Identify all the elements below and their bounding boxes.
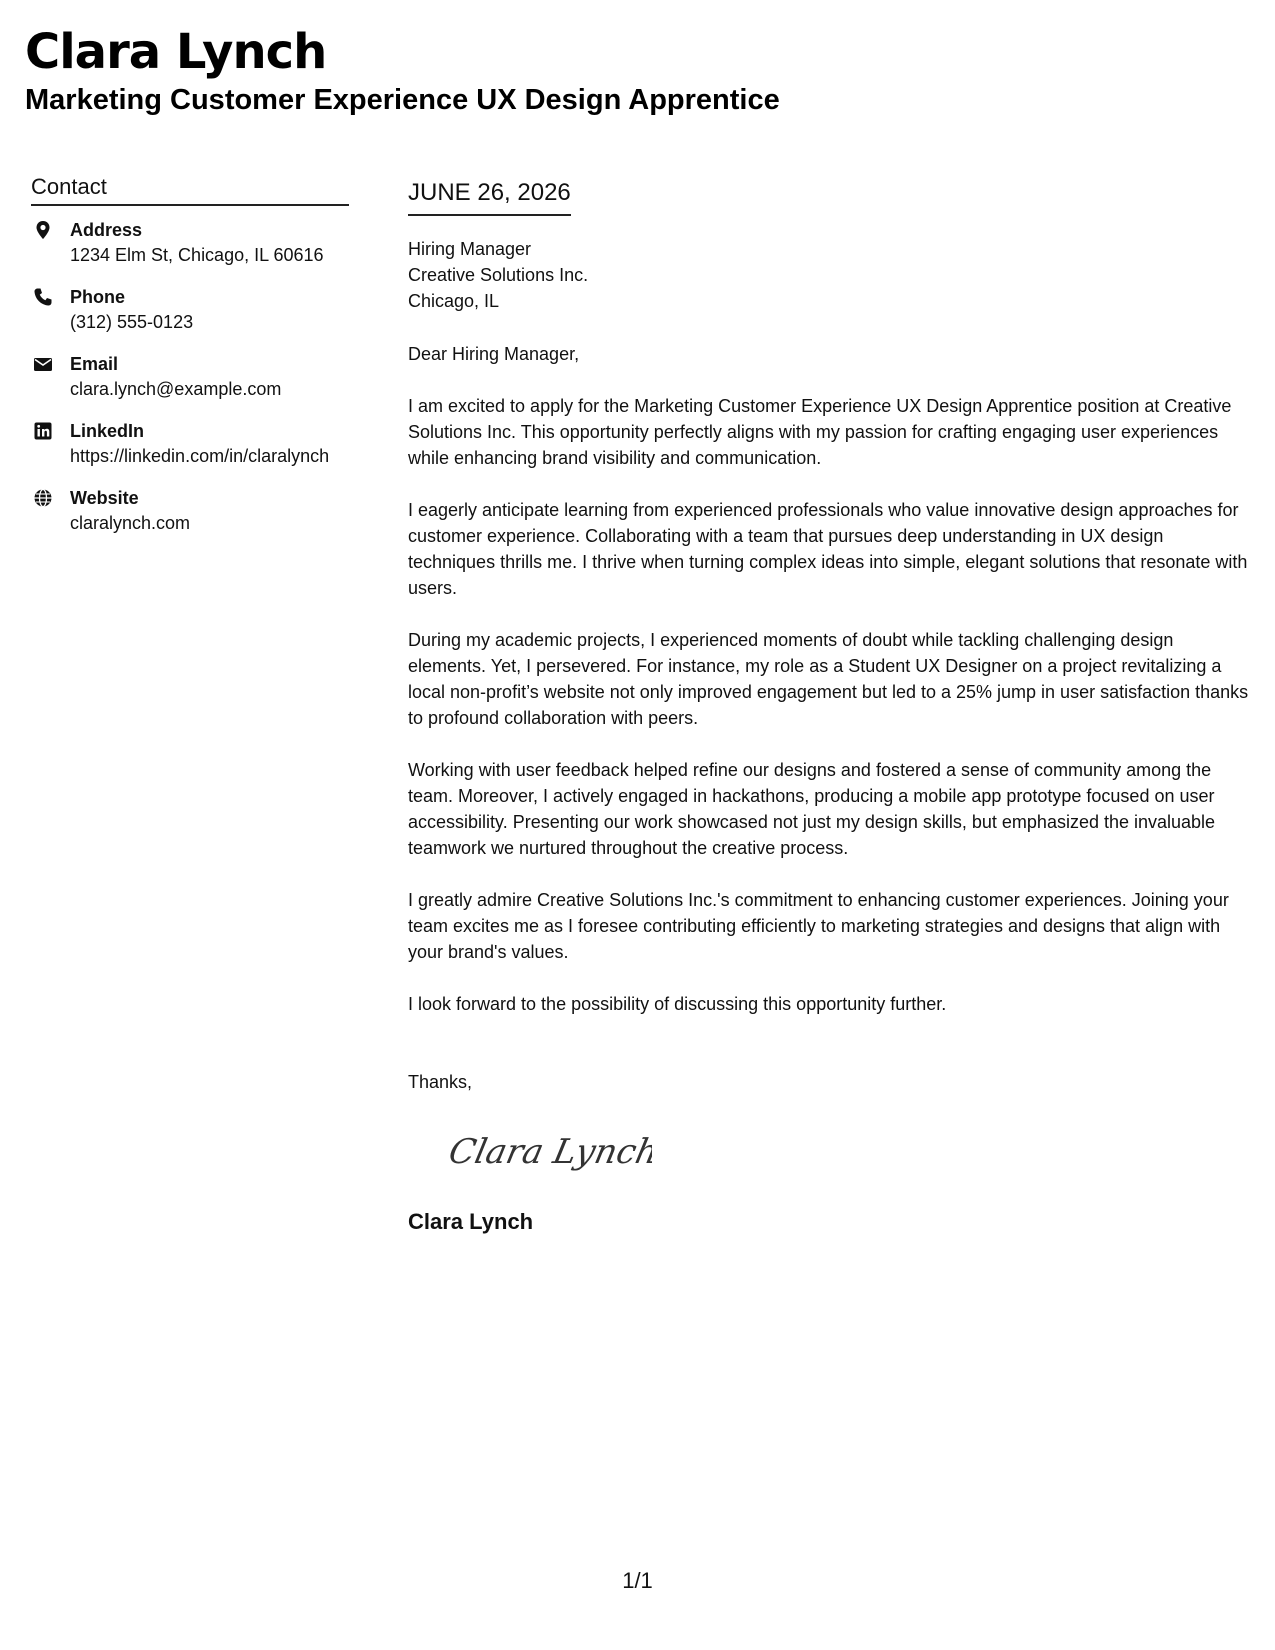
recipient-title: Hiring Manager	[408, 239, 532, 259]
contact-heading: Contact	[31, 173, 349, 206]
contact-sidebar	[31, 173, 349, 553]
contact-item-address	[31, 218, 349, 268]
page-number: 1/1	[622, 1568, 653, 1593]
linkedin-label: LinkedIn	[70, 421, 145, 441]
phone-value: (312) 555-0123	[70, 312, 194, 332]
phone-icon	[33, 287, 53, 307]
salutation: Dear Hiring Manager,	[408, 344, 580, 364]
website-value[interactable]: claralynch.com	[70, 513, 191, 533]
contact-item-phone	[31, 285, 349, 335]
signer-name: Clara Lynch	[408, 1209, 534, 1234]
closing: Thanks,	[408, 1072, 473, 1092]
address-label: Address	[70, 220, 143, 240]
letter-content	[408, 341, 1250, 1095]
website-label: Website	[70, 488, 139, 508]
recipient-location: Chicago, IL	[408, 291, 500, 311]
letter-body	[408, 178, 1250, 1236]
signature-text: Clara Lynch	[445, 1132, 652, 1172]
linkedin-icon	[33, 421, 53, 441]
contact-item-email	[31, 352, 349, 402]
email-value: clara.lynch@example.com	[70, 379, 282, 399]
contact-item-website	[31, 486, 349, 536]
phone-label: Phone	[70, 287, 126, 307]
email-label: Email	[70, 354, 119, 374]
letter-paragraph: I look forward to the possibility of discussing this opportunity further.	[408, 994, 947, 1014]
contact-item-linkedin	[31, 419, 349, 469]
letter-paragraph: I am excited to apply for the Marketing Customer Experience UX Design Apprentice position at Creative Solutions Inc. This opportunity perfectly aligns with my passion for crafting engaging user experiences while enhancing brand visibility and communication.	[408, 396, 1232, 468]
job-title: Marketing Customer Experience UX Design Apprentice	[25, 84, 780, 116]
letter-date: JUNE 26, 2026	[408, 178, 571, 216]
handwritten-signature	[442, 1121, 652, 1179]
recipient-block	[408, 236, 1250, 314]
recipient-company: Creative Solutions Inc.	[408, 265, 589, 285]
address-value: 1234 Elm St, Chicago, IL 60616	[70, 245, 324, 265]
letter-paragraph: Working with user feedback helped refine our designs and fostered a sense of community among the team. Moreover, I actively engaged in hackathons, producing a mobile app prototype focused on user accessibility. Presenting our work showcased not just my design skills, but emphasized the invaluable teamwork we nurtured throughout the creative process.	[408, 760, 1216, 858]
header	[25, 22, 1225, 118]
candidate-name: Clara Lynch	[25, 24, 327, 80]
envelope-icon	[33, 354, 53, 374]
map-pin-icon	[33, 220, 53, 240]
letter-paragraph: I eagerly anticipate learning from experienced professionals who value innovative design approaches for customer experience. Collaborating with a team that pursues deep understanding in UX design techniques thrills me. I thrive when turning complex ideas into simple, elegant solutions that resonate with users.	[408, 500, 1248, 598]
globe-icon	[33, 488, 53, 508]
letter-paragraph: I greatly admire Creative Solutions Inc.'s commitment to enhancing customer experiences. Joining your team excites me as I foresee contributing efficiently to marketing strategies and designs that align with your brand's values.	[408, 890, 1229, 962]
letter-paragraph: During my academic projects, I experienced moments of doubt while tackling challenging design elements. Yet, I persevered. For instance, my role as a Student UX Designer on a project revitalizing a local non-profit’s website not only improved engagement but led to a 25% jump in user satisfaction thanks to profound collaboration with peers.	[408, 630, 1249, 728]
linkedin-value[interactable]: https://linkedin.com/in/claralynch	[70, 446, 330, 466]
